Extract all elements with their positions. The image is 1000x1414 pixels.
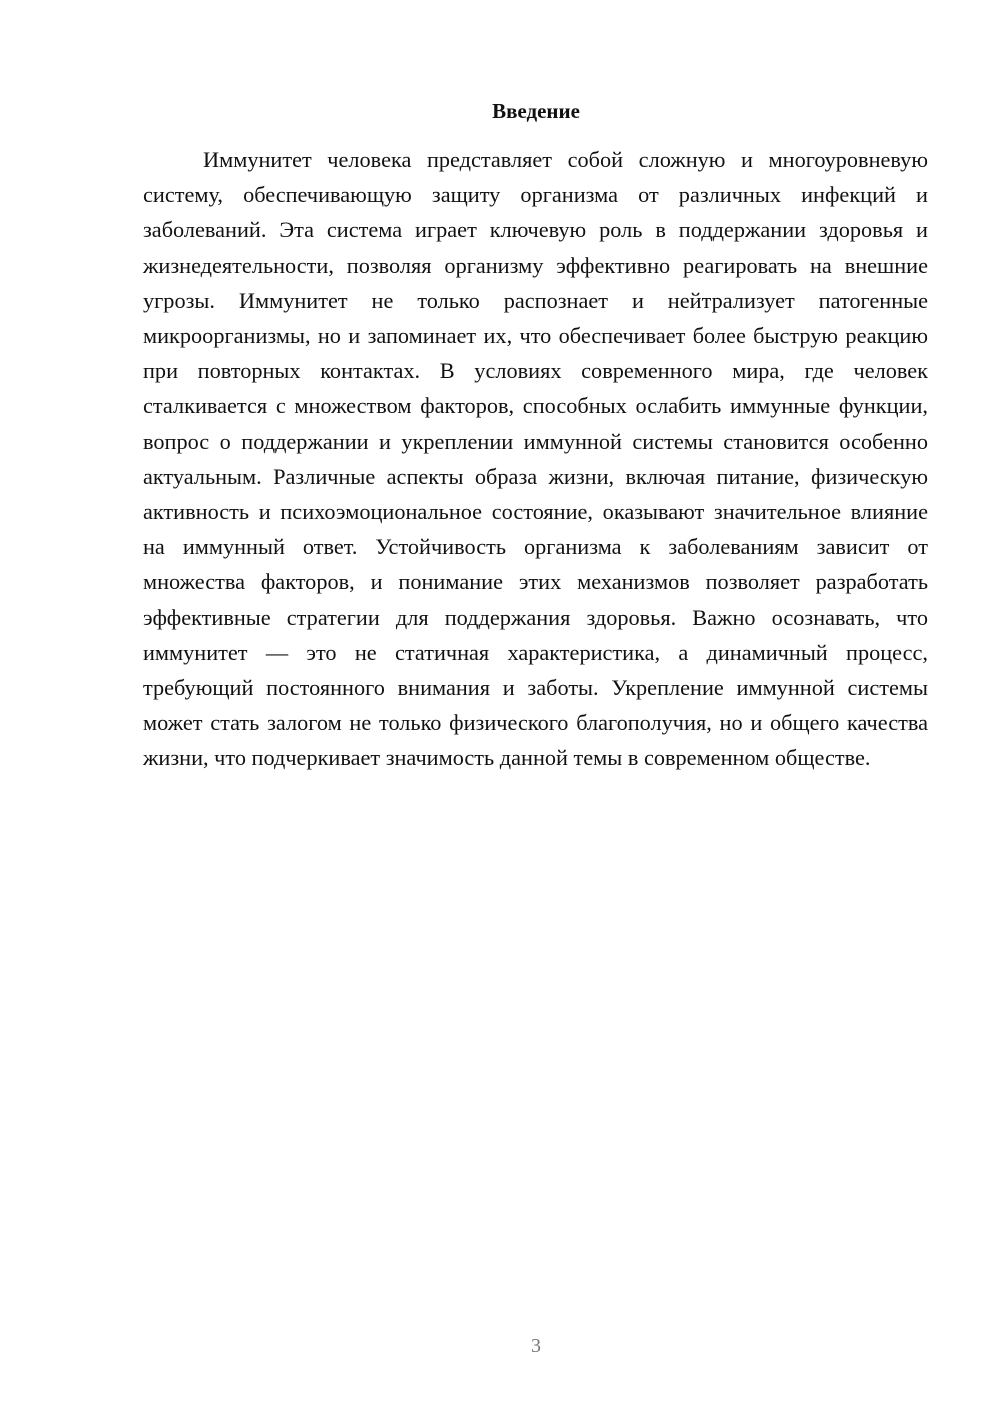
body-paragraph: Иммунитет человека представляет собой сложную и многоуровневую систему, обеспечивающую защиту организма от различных инфекций и заболеваний. Эта система играет ключевую роль в поддержании здоровья и жизнедеятельности, позволяя организму эффективно реагировать на внешние угрозы. Иммунитет не только распознает и нейтрализует патогенные микроорганизмы, но и запоминает их, что обеспечивает более быструю реакцию при повторных контактах. В условиях современного мира, где человек сталкивается с множеством факторов, способных ослабить иммунные функции, вопрос о поддержании и укреплении иммунной системы становится особенно актуальным. Различные аспекты образа жизни, включая питание, физическую активность и психоэмоциональное состояние, оказывают значительное влияние на иммунный ответ. Устойчивость организма к заболеваниям зависит от множества факторов, и понимание этих механизмов позволяет разработать эффективные стратегии для поддержания здоровья. Важно осознавать, что иммунитет — это не статичная характеристика, а динамичный процесс, требующий постоянного внимания и заботы. Укрепление иммунной системы может стать залогом не только физического благополучия, но и общего качества жизни, что подчеркивает значимость данной темы в современном обществе. [143,147,928,771]
page-number: 3 [531,1335,541,1357]
section-heading: Введение [492,99,580,123]
